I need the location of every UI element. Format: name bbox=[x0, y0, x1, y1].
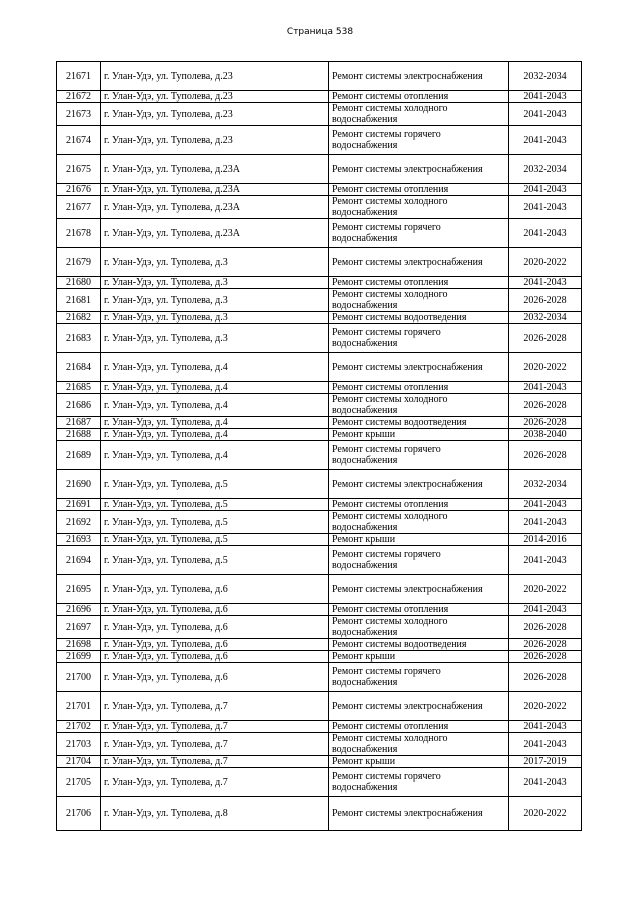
table-row bbox=[57, 511, 582, 534]
row-number-cell: 21705 bbox=[57, 768, 101, 797]
address-cell: г. Улан-Удэ, ул. Туполева, д.6 bbox=[101, 575, 329, 604]
work-type-cell: Ремонт системы отопления bbox=[329, 499, 509, 511]
address-cell: г. Улан-Удэ, ул. Туполева, д.23А bbox=[101, 155, 329, 184]
row-number-cell: 21688 bbox=[57, 429, 101, 441]
period-cell: 2041-2043 bbox=[509, 91, 582, 103]
table-row bbox=[57, 692, 582, 721]
row-number-cell: 21674 bbox=[57, 126, 101, 155]
table-row bbox=[57, 219, 582, 248]
work-type-cell: Ремонт системы холодного водоснабжения bbox=[329, 289, 509, 312]
work-type-cell: Ремонт системы горячего водоснабжения bbox=[329, 126, 509, 155]
period-cell: 2041-2043 bbox=[509, 733, 582, 756]
period-cell: 2041-2043 bbox=[509, 382, 582, 394]
period-cell: 2020-2022 bbox=[509, 575, 582, 604]
address-cell: г. Улан-Удэ, ул. Туполева, д.4 bbox=[101, 353, 329, 382]
work-type-cell: Ремонт системы отопления bbox=[329, 382, 509, 394]
address-cell: г. Улан-Удэ, ул. Туполева, д.5 bbox=[101, 499, 329, 511]
row-number-cell: 21690 bbox=[57, 470, 101, 499]
address-cell: г. Улан-Удэ, ул. Туполева, д.4 bbox=[101, 441, 329, 470]
period-cell: 2020-2022 bbox=[509, 797, 582, 831]
period-cell: 2032-2034 bbox=[509, 312, 582, 324]
row-number-cell: 21673 bbox=[57, 103, 101, 126]
table-row bbox=[57, 768, 582, 797]
table-row bbox=[57, 429, 582, 441]
table-row bbox=[57, 441, 582, 470]
work-type-cell: Ремонт системы холодного водоснабжения bbox=[329, 616, 509, 639]
table-row bbox=[57, 324, 582, 353]
address-cell: г. Улан-Удэ, ул. Туполева, д.5 bbox=[101, 534, 329, 546]
period-cell: 2026-2028 bbox=[509, 441, 582, 470]
period-cell: 2038-2040 bbox=[509, 429, 582, 441]
table-row bbox=[57, 534, 582, 546]
row-number-cell: 21706 bbox=[57, 797, 101, 831]
address-cell: г. Улан-Удэ, ул. Туполева, д.8 bbox=[101, 797, 329, 831]
work-type-cell: Ремонт крыши bbox=[329, 429, 509, 441]
work-type-cell: Ремонт системы водоотведения bbox=[329, 639, 509, 651]
row-number-cell: 21696 bbox=[57, 604, 101, 616]
period-cell: 2026-2028 bbox=[509, 289, 582, 312]
row-number-cell: 21687 bbox=[57, 417, 101, 429]
period-cell: 2041-2043 bbox=[509, 721, 582, 733]
work-type-cell: Ремонт системы электроснабжения bbox=[329, 575, 509, 604]
address-cell: г. Улан-Удэ, ул. Туполева, д.6 bbox=[101, 651, 329, 663]
row-number-cell: 21704 bbox=[57, 756, 101, 768]
period-cell: 2026-2028 bbox=[509, 394, 582, 417]
period-cell: 2026-2028 bbox=[509, 417, 582, 429]
period-cell: 2041-2043 bbox=[509, 546, 582, 575]
work-type-cell: Ремонт системы электроснабжения bbox=[329, 62, 509, 91]
table-row bbox=[57, 639, 582, 651]
row-number-cell: 21686 bbox=[57, 394, 101, 417]
table-row bbox=[57, 289, 582, 312]
table-row bbox=[57, 470, 582, 499]
work-type-cell: Ремонт системы водоотведения bbox=[329, 417, 509, 429]
period-cell: 2041-2043 bbox=[509, 768, 582, 797]
table-row bbox=[57, 663, 582, 692]
table-row bbox=[57, 394, 582, 417]
work-type-cell: Ремонт системы электроснабжения bbox=[329, 692, 509, 721]
work-type-cell: Ремонт системы электроснабжения bbox=[329, 248, 509, 277]
page-number-header: Страница 538 bbox=[286, 27, 354, 37]
table-row bbox=[57, 353, 582, 382]
work-type-cell: Ремонт системы водоотведения bbox=[329, 312, 509, 324]
work-type-cell: Ремонт крыши bbox=[329, 756, 509, 768]
address-cell: г. Улан-Удэ, ул. Туполева, д.23 bbox=[101, 91, 329, 103]
table-row bbox=[57, 604, 582, 616]
row-number-cell: 21682 bbox=[57, 312, 101, 324]
table-row bbox=[57, 575, 582, 604]
address-cell: г. Улан-Удэ, ул. Туполева, д.3 bbox=[101, 277, 329, 289]
work-type-cell: Ремонт системы электроснабжения bbox=[329, 797, 509, 831]
address-cell: г. Улан-Удэ, ул. Туполева, д.6 bbox=[101, 616, 329, 639]
work-type-cell: Ремонт системы холодного водоснабжения bbox=[329, 196, 509, 219]
period-cell: 2026-2028 bbox=[509, 663, 582, 692]
row-number-cell: 21689 bbox=[57, 441, 101, 470]
period-cell: 2041-2043 bbox=[509, 511, 582, 534]
address-cell: г. Улан-Удэ, ул. Туполева, д.6 bbox=[101, 604, 329, 616]
row-number-cell: 21681 bbox=[57, 289, 101, 312]
address-cell: г. Улан-Удэ, ул. Туполева, д.23А bbox=[101, 196, 329, 219]
row-number-cell: 21683 bbox=[57, 324, 101, 353]
work-type-cell: Ремонт системы электроснабжения bbox=[329, 470, 509, 499]
table-row bbox=[57, 248, 582, 277]
table-row bbox=[57, 103, 582, 126]
row-number-cell: 21677 bbox=[57, 196, 101, 219]
period-cell: 2017-2019 bbox=[509, 756, 582, 768]
row-number-cell: 21679 bbox=[57, 248, 101, 277]
work-type-cell: Ремонт крыши bbox=[329, 534, 509, 546]
row-number-cell: 21703 bbox=[57, 733, 101, 756]
work-type-cell: Ремонт системы горячего водоснабжения bbox=[329, 219, 509, 248]
period-cell: 2041-2043 bbox=[509, 219, 582, 248]
address-cell: г. Улан-Удэ, ул. Туполева, д.7 bbox=[101, 733, 329, 756]
address-cell: г. Улан-Удэ, ул. Туполева, д.7 bbox=[101, 692, 329, 721]
address-cell: г. Улан-Удэ, ул. Туполева, д.23 bbox=[101, 103, 329, 126]
address-cell: г. Улан-Удэ, ул. Туполева, д.7 bbox=[101, 721, 329, 733]
address-cell: г. Улан-Удэ, ул. Туполева, д.5 bbox=[101, 511, 329, 534]
work-type-cell: Ремонт системы отопления bbox=[329, 184, 509, 196]
table-row bbox=[57, 382, 582, 394]
address-cell: г. Улан-Удэ, ул. Туполева, д.3 bbox=[101, 289, 329, 312]
period-cell: 2041-2043 bbox=[509, 184, 582, 196]
row-number-cell: 21702 bbox=[57, 721, 101, 733]
period-cell: 2032-2034 bbox=[509, 62, 582, 91]
work-type-cell: Ремонт системы электроснабжения bbox=[329, 155, 509, 184]
row-number-cell: 21675 bbox=[57, 155, 101, 184]
work-type-cell: Ремонт системы холодного водоснабжения bbox=[329, 733, 509, 756]
row-number-cell: 21693 bbox=[57, 534, 101, 546]
work-type-cell: Ремонт системы горячего водоснабжения bbox=[329, 441, 509, 470]
period-cell: 2026-2028 bbox=[509, 651, 582, 663]
address-cell: г. Улан-Удэ, ул. Туполева, д.23А bbox=[101, 184, 329, 196]
work-type-cell: Ремонт системы отопления bbox=[329, 721, 509, 733]
row-number-cell: 21701 bbox=[57, 692, 101, 721]
row-number-cell: 21685 bbox=[57, 382, 101, 394]
address-cell: г. Улан-Удэ, ул. Туполева, д.7 bbox=[101, 756, 329, 768]
table-row bbox=[57, 277, 582, 289]
address-cell: г. Улан-Удэ, ул. Туполева, д.3 bbox=[101, 312, 329, 324]
address-cell: г. Улан-Удэ, ул. Туполева, д.4 bbox=[101, 394, 329, 417]
table-row bbox=[57, 797, 582, 831]
work-type-cell: Ремонт системы отопления bbox=[329, 91, 509, 103]
table-row bbox=[57, 312, 582, 324]
period-cell: 2020-2022 bbox=[509, 692, 582, 721]
row-number-cell: 21676 bbox=[57, 184, 101, 196]
table-row bbox=[57, 184, 582, 196]
period-cell: 2041-2043 bbox=[509, 126, 582, 155]
table-row bbox=[57, 126, 582, 155]
period-cell: 2041-2043 bbox=[509, 103, 582, 126]
period-cell: 2014-2016 bbox=[509, 534, 582, 546]
address-cell: г. Улан-Удэ, ул. Туполева, д.4 bbox=[101, 417, 329, 429]
work-type-cell: Ремонт системы электроснабжения bbox=[329, 353, 509, 382]
period-cell: 2020-2022 bbox=[509, 248, 582, 277]
address-cell: г. Улан-Удэ, ул. Туполева, д.5 bbox=[101, 470, 329, 499]
period-cell: 2032-2034 bbox=[509, 155, 582, 184]
address-cell: г. Улан-Удэ, ул. Туполева, д.5 bbox=[101, 546, 329, 575]
work-type-cell: Ремонт системы горячего водоснабжения bbox=[329, 768, 509, 797]
row-number-cell: 21684 bbox=[57, 353, 101, 382]
repair-schedule-table bbox=[56, 61, 582, 831]
table-row bbox=[57, 91, 582, 103]
row-number-cell: 21700 bbox=[57, 663, 101, 692]
row-number-cell: 21691 bbox=[57, 499, 101, 511]
address-cell: г. Улан-Удэ, ул. Туполева, д.23А bbox=[101, 219, 329, 248]
table-row bbox=[57, 616, 582, 639]
work-type-cell: Ремонт системы холодного водоснабжения bbox=[329, 103, 509, 126]
address-cell: г. Улан-Удэ, ул. Туполева, д.3 bbox=[101, 324, 329, 353]
address-cell: г. Улан-Удэ, ул. Туполева, д.6 bbox=[101, 639, 329, 651]
table-row bbox=[57, 196, 582, 219]
address-cell: г. Улан-Удэ, ул. Туполева, д.7 bbox=[101, 768, 329, 797]
period-cell: 2041-2043 bbox=[509, 277, 582, 289]
row-number-cell: 21671 bbox=[57, 62, 101, 91]
table-row bbox=[57, 62, 582, 91]
row-number-cell: 21698 bbox=[57, 639, 101, 651]
period-cell: 2032-2034 bbox=[509, 470, 582, 499]
row-number-cell: 21697 bbox=[57, 616, 101, 639]
table-body bbox=[57, 62, 582, 831]
period-cell: 2041-2043 bbox=[509, 499, 582, 511]
row-number-cell: 21699 bbox=[57, 651, 101, 663]
row-number-cell: 21695 bbox=[57, 575, 101, 604]
period-cell: 2041-2043 bbox=[509, 196, 582, 219]
address-cell: г. Улан-Удэ, ул. Туполева, д.3 bbox=[101, 248, 329, 277]
period-cell: 2026-2028 bbox=[509, 639, 582, 651]
period-cell: 2020-2022 bbox=[509, 353, 582, 382]
period-cell: 2041-2043 bbox=[509, 604, 582, 616]
work-type-cell: Ремонт системы отопления bbox=[329, 277, 509, 289]
table-row bbox=[57, 155, 582, 184]
table-row bbox=[57, 651, 582, 663]
work-type-cell: Ремонт крыши bbox=[329, 651, 509, 663]
address-cell: г. Улан-Удэ, ул. Туполева, д.23 bbox=[101, 62, 329, 91]
table-row bbox=[57, 756, 582, 768]
table-row bbox=[57, 721, 582, 733]
work-type-cell: Ремонт системы горячего водоснабжения bbox=[329, 663, 509, 692]
work-type-cell: Ремонт системы холодного водоснабжения bbox=[329, 511, 509, 534]
row-number-cell: 21672 bbox=[57, 91, 101, 103]
table-row bbox=[57, 417, 582, 429]
row-number-cell: 21680 bbox=[57, 277, 101, 289]
work-type-cell: Ремонт системы горячего водоснабжения bbox=[329, 324, 509, 353]
table-row bbox=[57, 546, 582, 575]
row-number-cell: 21694 bbox=[57, 546, 101, 575]
period-cell: 2026-2028 bbox=[509, 616, 582, 639]
address-cell: г. Улан-Удэ, ул. Туполева, д.23 bbox=[101, 126, 329, 155]
period-cell: 2026-2028 bbox=[509, 324, 582, 353]
work-type-cell: Ремонт системы холодного водоснабжения bbox=[329, 394, 509, 417]
work-type-cell: Ремонт системы отопления bbox=[329, 604, 509, 616]
address-cell: г. Улан-Удэ, ул. Туполева, д.6 bbox=[101, 663, 329, 692]
table-row bbox=[57, 499, 582, 511]
row-number-cell: 21692 bbox=[57, 511, 101, 534]
address-cell: г. Улан-Удэ, ул. Туполева, д.4 bbox=[101, 382, 329, 394]
address-cell: г. Улан-Удэ, ул. Туполева, д.4 bbox=[101, 429, 329, 441]
work-type-cell: Ремонт системы горячего водоснабжения bbox=[329, 546, 509, 575]
row-number-cell: 21678 bbox=[57, 219, 101, 248]
table-row bbox=[57, 733, 582, 756]
